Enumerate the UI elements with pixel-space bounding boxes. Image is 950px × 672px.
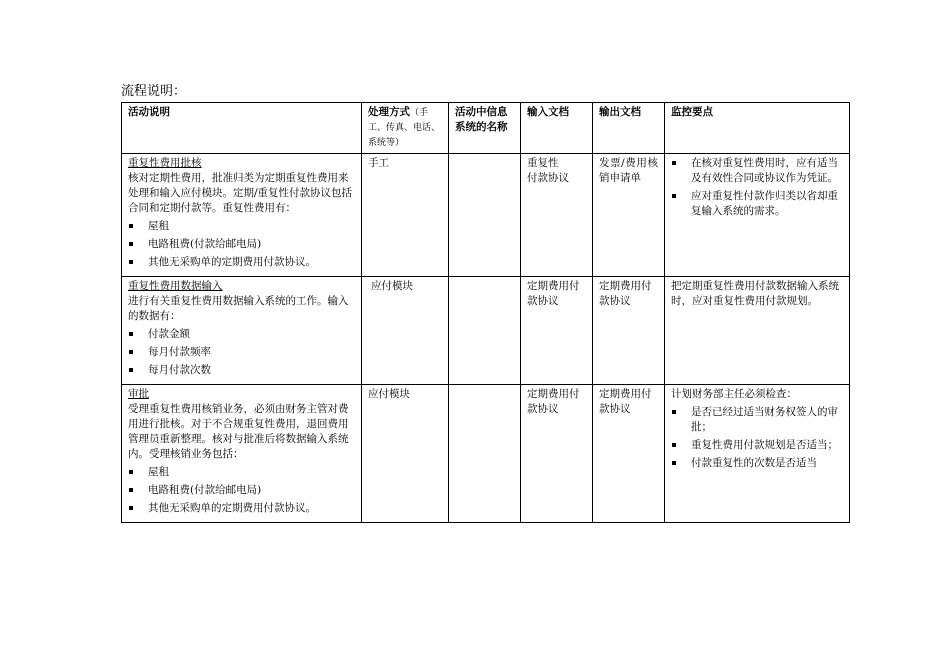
output-cell: 定期费用付款协议 <box>593 277 665 385</box>
activity-cell <box>122 154 362 277</box>
method-text: 应付模块 <box>371 280 413 292</box>
page-title: 流程说明： <box>121 84 187 99</box>
table-row <box>122 154 850 277</box>
list-item: 屋租 <box>128 219 355 234</box>
activity-cell <box>122 385 362 523</box>
method-cell <box>362 277 449 385</box>
input-cell: 定期费用付款协议 <box>521 385 593 523</box>
control-list <box>671 405 843 471</box>
table-row <box>122 385 850 523</box>
activity-desc: 受理重复性费用核销业务，必须由财务主管对费用进行批核。对于不合规重复性费用，退回费用管理员重新整理。核对与批准后将数据输入系统内。受理核销业务包括： <box>128 403 349 460</box>
list-item: 是否已经过适当财务权签人的审批； <box>671 405 843 435</box>
activity-list <box>128 465 355 516</box>
input-cell: 定期费用付款协议 <box>521 277 593 385</box>
header-system: 活动中信息系统的名称 <box>449 103 521 154</box>
header-method-note: （手工、传真、电话、系统等） <box>368 108 441 148</box>
list-item: 付款金额 <box>128 327 355 342</box>
control-list <box>671 156 843 219</box>
activity-desc: 进行有关重复性费用数据输入系统的工作。输入的数据有： <box>128 295 349 322</box>
activity-title: 重复性费用批核 <box>128 157 202 169</box>
header-output: 输出文档 <box>593 103 665 154</box>
control-intro: 计划财务部主任必须检查： <box>671 388 797 400</box>
activity-title: 审批 <box>128 388 149 400</box>
system-cell <box>449 277 521 385</box>
system-cell <box>449 385 521 523</box>
list-item: 每月付款次数 <box>128 363 355 378</box>
input-line: 付款协议 <box>527 172 569 184</box>
list-item: 在核对重复性费用时，应有适当及有效性合同或协议作为凭证。 <box>671 156 843 186</box>
header-method <box>362 103 449 154</box>
input-line: 重复性 <box>527 157 559 169</box>
method-cell: 应付模块 <box>362 385 449 523</box>
process-table <box>121 102 850 523</box>
method-cell: 手工 <box>362 154 449 277</box>
table-row <box>122 277 850 385</box>
control-cell: 把定期重复性费用付款数据输入系统时，应对重复性费用付款规划。 <box>665 277 850 385</box>
control-cell <box>665 385 850 523</box>
activity-title: 重复性费用数据输入 <box>128 280 223 292</box>
list-item: 其他无采购单的定期费用付款协议。 <box>128 501 355 516</box>
list-item: 电路租费(付款给邮电局) <box>128 237 355 252</box>
activity-list <box>128 327 355 378</box>
list-item: 每月付款频率 <box>128 345 355 360</box>
activity-desc: 核对定期性费用，批准归类为定期重复性费用来处理和输入应付模块。定期/重复性付款协议包括合同和定期付款等。重复性费用有： <box>128 172 353 214</box>
list-item: 电路租费(付款给邮电局) <box>128 483 355 498</box>
input-cell <box>521 154 593 277</box>
table-header-row <box>122 103 850 154</box>
activity-list <box>128 219 355 270</box>
activity-cell <box>122 277 362 385</box>
header-input: 输入文档 <box>521 103 593 154</box>
list-item: 其他无采购单的定期费用付款协议。 <box>128 255 355 270</box>
header-control: 监控要点 <box>665 103 850 154</box>
header-method-label: 处理方式 <box>368 106 410 118</box>
control-cell <box>665 154 850 277</box>
list-item: 付款重复性的次数是否适当 <box>671 456 843 471</box>
header-activity: 活动说明 <box>122 103 362 154</box>
list-item: 重复性费用付款规划是否适当； <box>671 438 843 453</box>
system-cell <box>449 154 521 277</box>
output-cell: 定期费用付款协议 <box>593 385 665 523</box>
output-cell: 发票/费用核销申请单 <box>593 154 665 277</box>
list-item: 应对重复性付款作归类以省却重复输入系统的需求。 <box>671 189 843 219</box>
list-item: 屋租 <box>128 465 355 480</box>
